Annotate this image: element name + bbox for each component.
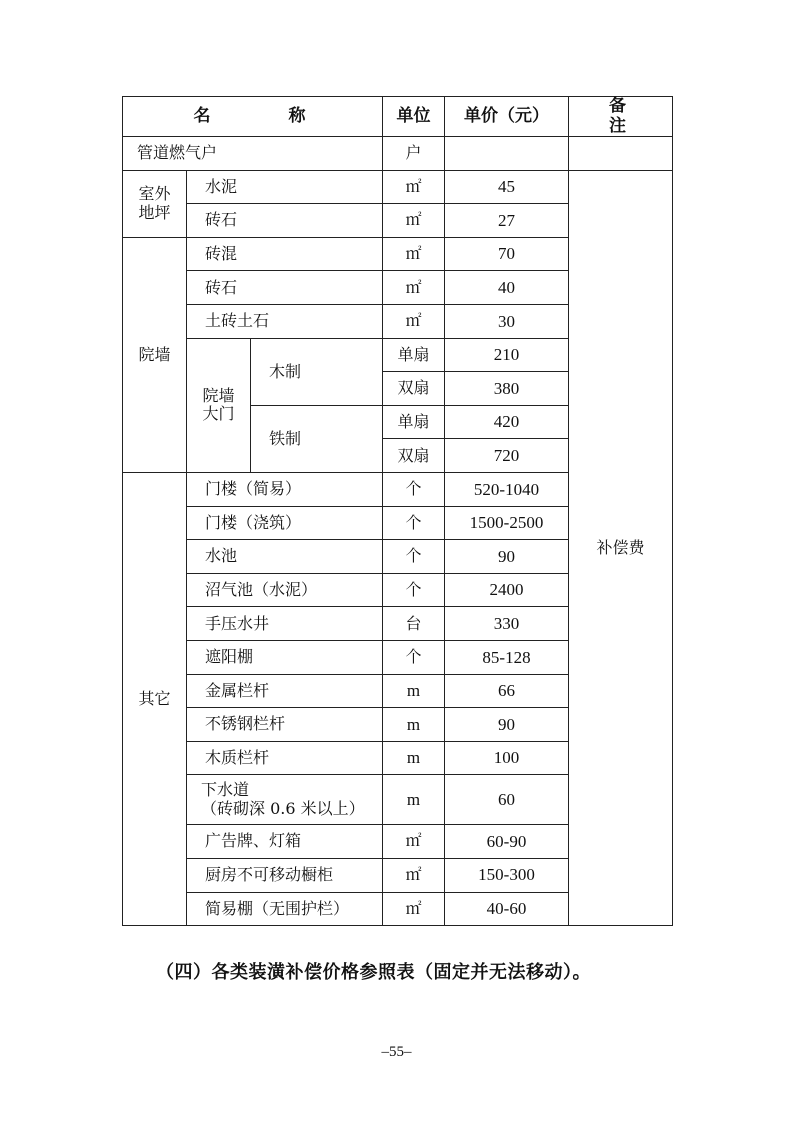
item-price: 2400 xyxy=(445,573,569,607)
table-header-row xyxy=(123,97,673,137)
header-price: 单价（元） xyxy=(445,97,569,137)
item-unit: m xyxy=(383,741,445,775)
item-unit: 个 xyxy=(383,573,445,607)
item-unit: 个 xyxy=(383,473,445,507)
gate-wood: 木制 xyxy=(251,338,383,405)
item-price: 60-90 xyxy=(445,825,569,859)
item-price: 100 xyxy=(445,741,569,775)
item-price: 85-128 xyxy=(445,641,569,675)
item-name: 下水道 （砖砌深 0.6 米以上） xyxy=(187,775,383,825)
item-unit: 双扇 xyxy=(383,372,445,406)
item-unit: 个 xyxy=(383,641,445,675)
item-name: 遮阳棚 xyxy=(187,641,383,675)
item-unit: ㎡ xyxy=(383,237,445,271)
header-unit: 单位 xyxy=(383,97,445,137)
item-name: 门楼（浇筑） xyxy=(187,506,383,540)
gate-label: 院墙 大门 xyxy=(187,338,251,472)
item-unit: 台 xyxy=(383,607,445,641)
item-price: 66 xyxy=(445,674,569,708)
item-name: 木质栏杆 xyxy=(187,741,383,775)
item-name: 土砖土石 xyxy=(187,305,383,339)
item-price: 720 xyxy=(445,439,569,473)
item-price: 330 xyxy=(445,607,569,641)
item-name: 门楼（简易） xyxy=(187,473,383,507)
header-remark: 备 注 xyxy=(569,97,673,137)
item-price: 40 xyxy=(445,271,569,305)
item-price: 150-300 xyxy=(445,858,569,892)
item-name: 管道燃气户 xyxy=(123,137,383,171)
item-name: 厨房不可移动橱柜 xyxy=(187,858,383,892)
item-price: 420 xyxy=(445,405,569,439)
item-name: 水泥 xyxy=(187,170,383,204)
item-unit: 单扇 xyxy=(383,405,445,439)
item-price: 1500-2500 xyxy=(445,506,569,540)
category-outdoor: 室外 地坪 xyxy=(123,170,187,237)
item-unit: 户 xyxy=(383,137,445,171)
item-unit: ㎡ xyxy=(383,271,445,305)
item-unit: ㎡ xyxy=(383,170,445,204)
item-name: 沼气池（水泥） xyxy=(187,573,383,607)
section-caption: （四）各类装潢补偿价格参照表（固定并无法移动）。 xyxy=(156,962,591,983)
item-price: 520-1040 xyxy=(445,473,569,507)
gate-iron: 铁制 xyxy=(251,405,383,472)
item-remark xyxy=(569,137,673,171)
item-unit: m xyxy=(383,775,445,825)
item-unit: ㎡ xyxy=(383,204,445,238)
item-unit: 双扇 xyxy=(383,439,445,473)
item-unit: 个 xyxy=(383,540,445,574)
item-name: 金属栏杆 xyxy=(187,674,383,708)
item-price: 27 xyxy=(445,204,569,238)
item-price: 45 xyxy=(445,170,569,204)
page-number: –55– xyxy=(381,1044,412,1060)
item-name: 水池 xyxy=(187,540,383,574)
item-price: 30 xyxy=(445,305,569,339)
item-name: 广告牌、灯箱 xyxy=(187,825,383,859)
item-unit: ㎡ xyxy=(383,305,445,339)
item-unit: ㎡ xyxy=(383,892,445,926)
item-price: 90 xyxy=(445,708,569,742)
item-price: 380 xyxy=(445,372,569,406)
item-unit: ㎡ xyxy=(383,858,445,892)
category-wall: 院墙 xyxy=(123,237,187,472)
price-table xyxy=(122,96,673,926)
item-unit: ㎡ xyxy=(383,825,445,859)
item-price: 60 xyxy=(445,775,569,825)
item-unit: 单扇 xyxy=(383,338,445,372)
item-unit: m xyxy=(383,674,445,708)
item-price xyxy=(445,137,569,171)
item-price: 70 xyxy=(445,237,569,271)
item-name: 手压水井 xyxy=(187,607,383,641)
item-unit: 个 xyxy=(383,506,445,540)
item-price: 40-60 xyxy=(445,892,569,926)
item-name: 砖石 xyxy=(187,204,383,238)
item-name: 简易棚（无围护栏） xyxy=(187,892,383,926)
item-unit: m xyxy=(383,708,445,742)
category-other: 其它 xyxy=(123,473,187,926)
item-price: 90 xyxy=(445,540,569,574)
header-name: 名 称 xyxy=(123,97,383,137)
remark-compensation: 补偿费 xyxy=(569,170,673,925)
item-price: 210 xyxy=(445,338,569,372)
item-name: 不锈钢栏杆 xyxy=(187,708,383,742)
table-row xyxy=(123,170,673,204)
item-name: 砖混 xyxy=(187,237,383,271)
item-name: 砖石 xyxy=(187,271,383,305)
table-row xyxy=(123,137,673,171)
